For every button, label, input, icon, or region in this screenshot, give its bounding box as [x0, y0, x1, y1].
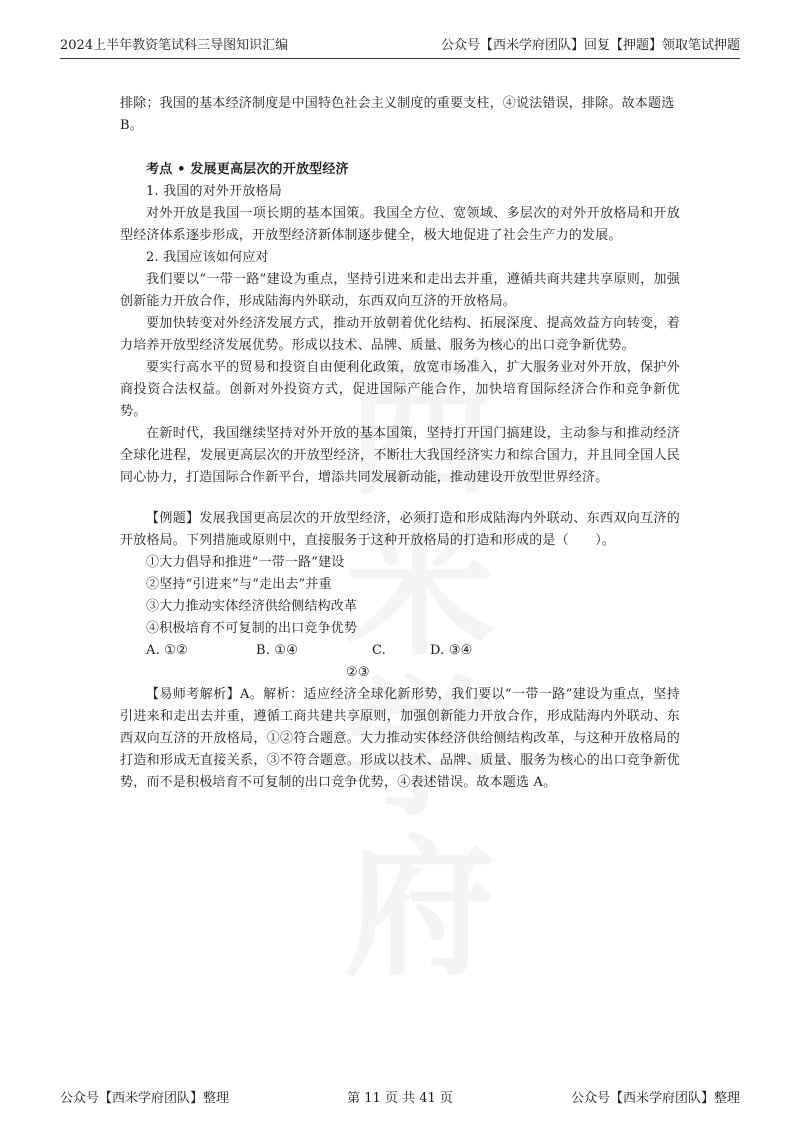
subheading: 2. 我国应该如何应对	[146, 250, 269, 265]
paragraph: 对外开放是我国一项长期的基本国策。我国全方位、宽领域、多层次的对外开放格局和开放型经济体系逐步形成，开放型经济新体制逐步健全，极大地促进了社会生产力的发展。	[120, 206, 680, 243]
page-header	[60, 36, 740, 59]
intro-line: B。	[120, 118, 143, 133]
answer-option-b: B. ①④	[256, 643, 299, 658]
intro-line: 排除；我国的基本经济制度是中国特色社会主义制度的重要支柱，④说法错误，排除。故本题选	[120, 96, 675, 111]
option-item: ①大力倡导和推进“一带一路”建设	[146, 555, 345, 570]
answer-options	[120, 640, 680, 684]
page-number: 第 11 页 共 41 页	[347, 1091, 453, 1106]
paragraph: 在新时代，我国继续坚持对外开放的基本国策，坚持打开国门搞建设，主动参与和推动经济全球化进程，发展更高层次的开放型经济，不断壮大我国经济实力和综合国力，并且同全国人民同心协力，打造国际合作新平台，增添共同发展新动能，推动建设开放型世界经济。	[120, 426, 680, 485]
option-item: ③大力推动实体经济供给侧结构改革	[146, 599, 358, 614]
header-title: 2024上半年教资笔试科三导图知识汇编	[60, 38, 289, 53]
section-title: 考点 • 发展更高层次的开放型经济	[146, 162, 349, 177]
header-promo: 公众号【西米学府团队】回复【押题】领取笔试押题	[440, 38, 740, 53]
analysis: 【易师考解析】A。解析：适应经济全球化新形势，我们要以“一带一路”建设为重点，坚持引进来和走出去并重，遵循工商共建共享原则，加强创新能力开放合作，形成陆海内外联动、东西双向互济的开放格局，①②符合题意。大力推动实体经济供给侧结构改革，与这种开放格局的打造和形成无直接关系，③不符合题意。形成以技术、品牌、质量、服务为核心的出口竞争新优势，而不是积极培育不可复制的出口竞争优势，④表述错误。故本题选 A。	[120, 687, 680, 790]
paragraph: 我们要以“一带一路”建设为重点，坚持引进来和走出去并重，遵循共商共建共享原则，加强创新能力开放合作，形成陆海内外联动，东西双向互济的开放格局。	[120, 272, 680, 309]
example-question: 【例题】发展我国更高层次的开放型经济，必须打造和形成陆海内外联动、东西双向互济的开放格局。下列措施或原则中，直接服务于这种开放格局的打造和形成的是（ ）。	[120, 511, 680, 548]
page-footer	[60, 1089, 740, 1111]
paragraph: 要加快转变对外经济发展方式，推动开放朝着优化结构、拓展深度、提高效益方向转变，着力培养开放型经济发展优势。形成以技术、品牌、质量、服务为核心的出口竞争新优势。	[120, 316, 680, 353]
page-content	[120, 93, 680, 794]
option-item: ④积极培育不可复制的出口竞争优势	[146, 621, 358, 636]
footer-left: 公众号【西米学府团队】整理	[60, 1091, 230, 1106]
answer-option-d: D. ③④	[430, 643, 473, 658]
answer-option-a: A. ①②	[146, 643, 188, 658]
option-item: ②坚持“引进来”与“走出去”并重	[146, 577, 332, 592]
paragraph: 要实行高水平的贸易和投资自由便利化政策，放宽市场准入，扩大服务业对外开放，保护外商投资合法权益。创新对外投资方式，促进国际产能合作，加快培育国际经济合作和竞争新优势。	[120, 360, 680, 419]
answer-option-c: C. ②③	[346, 643, 387, 680]
footer-right: 公众号【西米学府团队】整理	[570, 1091, 740, 1106]
subheading: 1. 我国的对外开放格局	[146, 184, 282, 199]
